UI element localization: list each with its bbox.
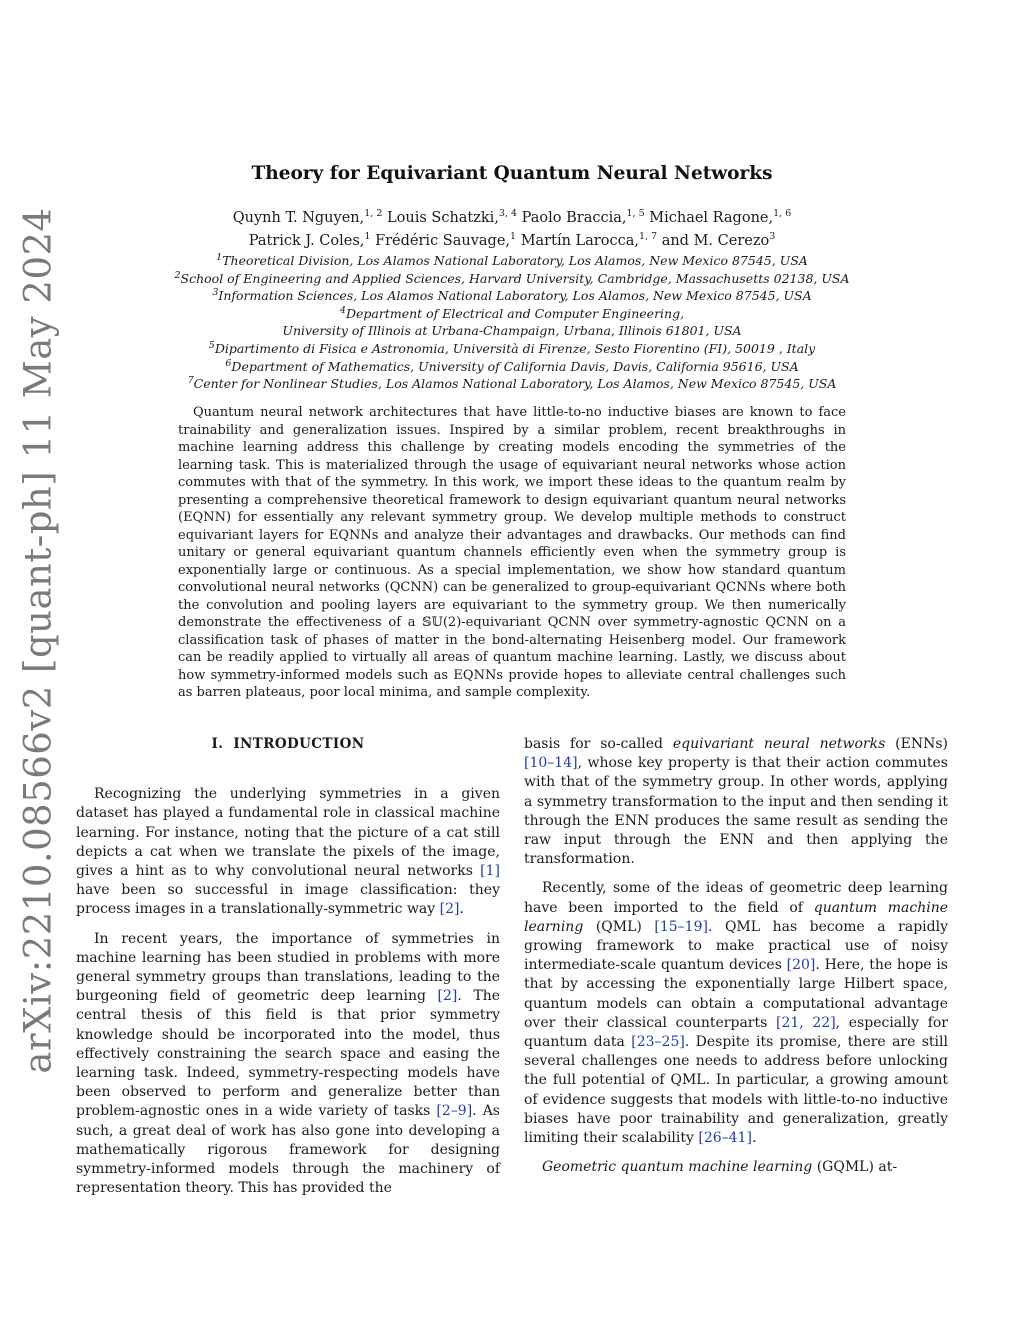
author: Paolo Braccia,$^{1, 5}$ bbox=[521, 208, 645, 226]
affiliation: $^5$Dipartimento di Fisica e Astronomia, Università di Firenze, Sesto Fiorentino (FI), 50019 , Italy bbox=[208, 339, 816, 356]
citation-link[interactable]: [2] bbox=[439, 901, 460, 918]
author-list bbox=[120, 207, 904, 253]
author: Michael Ragone,$^{1, 6}$ bbox=[649, 208, 792, 226]
citation-link[interactable]: [23–25] bbox=[631, 1034, 685, 1051]
author: Quynh T. Nguyen,$^{1, 2}$ bbox=[232, 208, 383, 226]
citation-link[interactable]: [15–19] bbox=[654, 918, 708, 935]
affiliation-list bbox=[100, 252, 924, 393]
affiliation: $^4$Department of Electrical and Computer Engineering, bbox=[339, 304, 685, 321]
affiliation: $^3$Information Sciences, Los Alamos National Laboratory, Los Alamos, New Mexico 87545, USA bbox=[212, 287, 812, 304]
author: Frédéric Sauvage,$^1$ bbox=[375, 231, 517, 249]
affiliation: $^1$Theoretical Division, Los Alamos National Laboratory, Los Alamos, New Mexico 87545, USA bbox=[216, 251, 808, 268]
affiliation: $^2$School of Engineering and Applied Sciences, Harvard University, Cambridge, Massachusetts 02138, USA bbox=[174, 269, 850, 286]
citation-link[interactable]: [21, 22] bbox=[775, 1014, 836, 1031]
paragraph: Recognizing the underlying symmetries in a given dataset has played a fundamental role in classical machine learning. For instance, noting that the picture of a cat still depicts a cat when we translate the pixels of the image, gives a hint as to why convolutional neural networks [1] have been so successful in image classification: they process images in a translationally-symmetric way [2]. bbox=[76, 786, 500, 918]
citation-link[interactable]: [20] bbox=[786, 957, 816, 974]
affiliation: $^7$Center for Nonlinear Studies, Los Alamos National Laboratory, Los Alamos, New Mexico 87545, USA bbox=[187, 375, 837, 392]
citation-link[interactable]: [1] bbox=[480, 863, 500, 880]
section-heading: I. INTRODUCTION bbox=[211, 736, 365, 752]
citation-link[interactable]: [10–14] bbox=[524, 755, 578, 772]
affiliation: $^6$Department of Mathematics, University of California Davis, Davis, California 95616, USA bbox=[225, 357, 799, 374]
paper-title: Theory for Equivariant Quantum Neural Networks bbox=[251, 163, 773, 184]
abstract-text: Quantum neural network architectures that have little-to-no inductive biases are known to face trainability and generalization issues. Inspired by a similar problem, recent breakthroughs in machine learning address this challenge by creating models encoding the symmetries of the learning task. This is materialized through the usage of equivariant neural networks whose action commutes with that of the symmetry. In this work, we import these ideas to the quantum realm by presenting a comprehensive theoretical framework to design equivariant quantum neural networks (EQNN) for essentially any relevant symmetry group. We develop multiple methods to construct equivariant layers for EQNNs and analyze their advantages and drawbacks. Our methods can find unitary or general equivariant quantum channels efficiently even when the symmetry group is exponentially large or continuous. As a special implementation, we show how standard quantum convolutional neural networks (QCNN) can be generalized to group-equivariant QCNNs where both the convolution and pooling layers are equivariant to the symmetry group. We then numerically demonstrate the effectiveness of a 𝕊𝕌(2)-equivariant QCNN over symmetry-agnostic QCNN on a classification task of phases of matter in the bond-alternating Heisenberg model. Our framework can be readily applied to virtually all areas of quantum machine learning. Lastly, we discuss about how symmetry-informed models such as EQNNs provide hopes to alleviate central challenges such as barren plateaus, poor local minima, and sample complexity. bbox=[178, 405, 846, 700]
paragraph: Geometric quantum machine learning (GQML) at- bbox=[542, 1159, 898, 1176]
affiliation: University of Illinois at Urbana-Champaign, Urbana, Illinois 61801, USA bbox=[282, 323, 742, 339]
arxiv-identifier-text: arXiv:2210.08566v2 [quant-ph] 11 May 2024 bbox=[16, 206, 60, 1074]
abstract bbox=[178, 404, 846, 702]
right-column bbox=[524, 735, 948, 1187]
citation-link[interactable]: [2–9] bbox=[436, 1103, 473, 1120]
paragraph: basis for so-called equivariant neural networks (ENNs) [10–14], whose key property is that their action commutes with that of the symmetry group. In other words, applying a symmetry transformation to the input and then sending it through the ENN produces the same result as sending the raw input through the ENN and then applying the transformation. bbox=[524, 736, 949, 868]
arxiv-identifier-stamp bbox=[8, 206, 68, 1074]
author: and M. Cerezo$^3$ bbox=[661, 231, 776, 249]
author: Patrick J. Coles,$^1$ bbox=[248, 231, 371, 249]
author: Martín Larocca,$^{1, 7}$ bbox=[520, 231, 658, 249]
left-column bbox=[76, 735, 500, 1208]
citation-link[interactable]: [2] bbox=[437, 988, 458, 1005]
author: Louis Schatzki,$^{3, 4}$ bbox=[387, 208, 518, 226]
citation-link[interactable]: [26–41] bbox=[698, 1130, 752, 1147]
paragraph: In recent years, the importance of symmetries in machine learning has been studied in problems with more general symmetry groups than translations, leading to the burgeoning field of geometric deep learning [2]. The central thesis of this field is that prior symmetry knowledge should be incorporated into the model, thus effectively constraining the search space and easing the learning task. Indeed, symmetry-respecting models have been observed to perform and generalize better than problem-agnostic ones in a wide variety of tasks [2–9]. As such, a great deal of work has also gone into developing a mathematically rigorous framework for designing symmetry-informed models through the machinery of representation theory. This has provided the bbox=[76, 930, 500, 1197]
paragraph: Recently, some of the ideas of geometric deep learning have been imported to the field of quantum machine learning (QML) [15–19]. QML has become a rapidly growing framework to make practical use of noisy intermediate-scale quantum devices [20]. Here, the hope is that by accessing the exponentially large Hilbert space, quantum models can obtain a computational advantage over their classical counterparts [21, 22], especially for quantum data [23–25]. Despite its promise, there are still several challenges one needs to address before unlocking the full potential of QML. In particular, a growing amount of evidence suggests that models with little-to-no inductive biases have poor trainability and generalization, greatly limiting their scalability [26–41]. bbox=[524, 880, 949, 1147]
